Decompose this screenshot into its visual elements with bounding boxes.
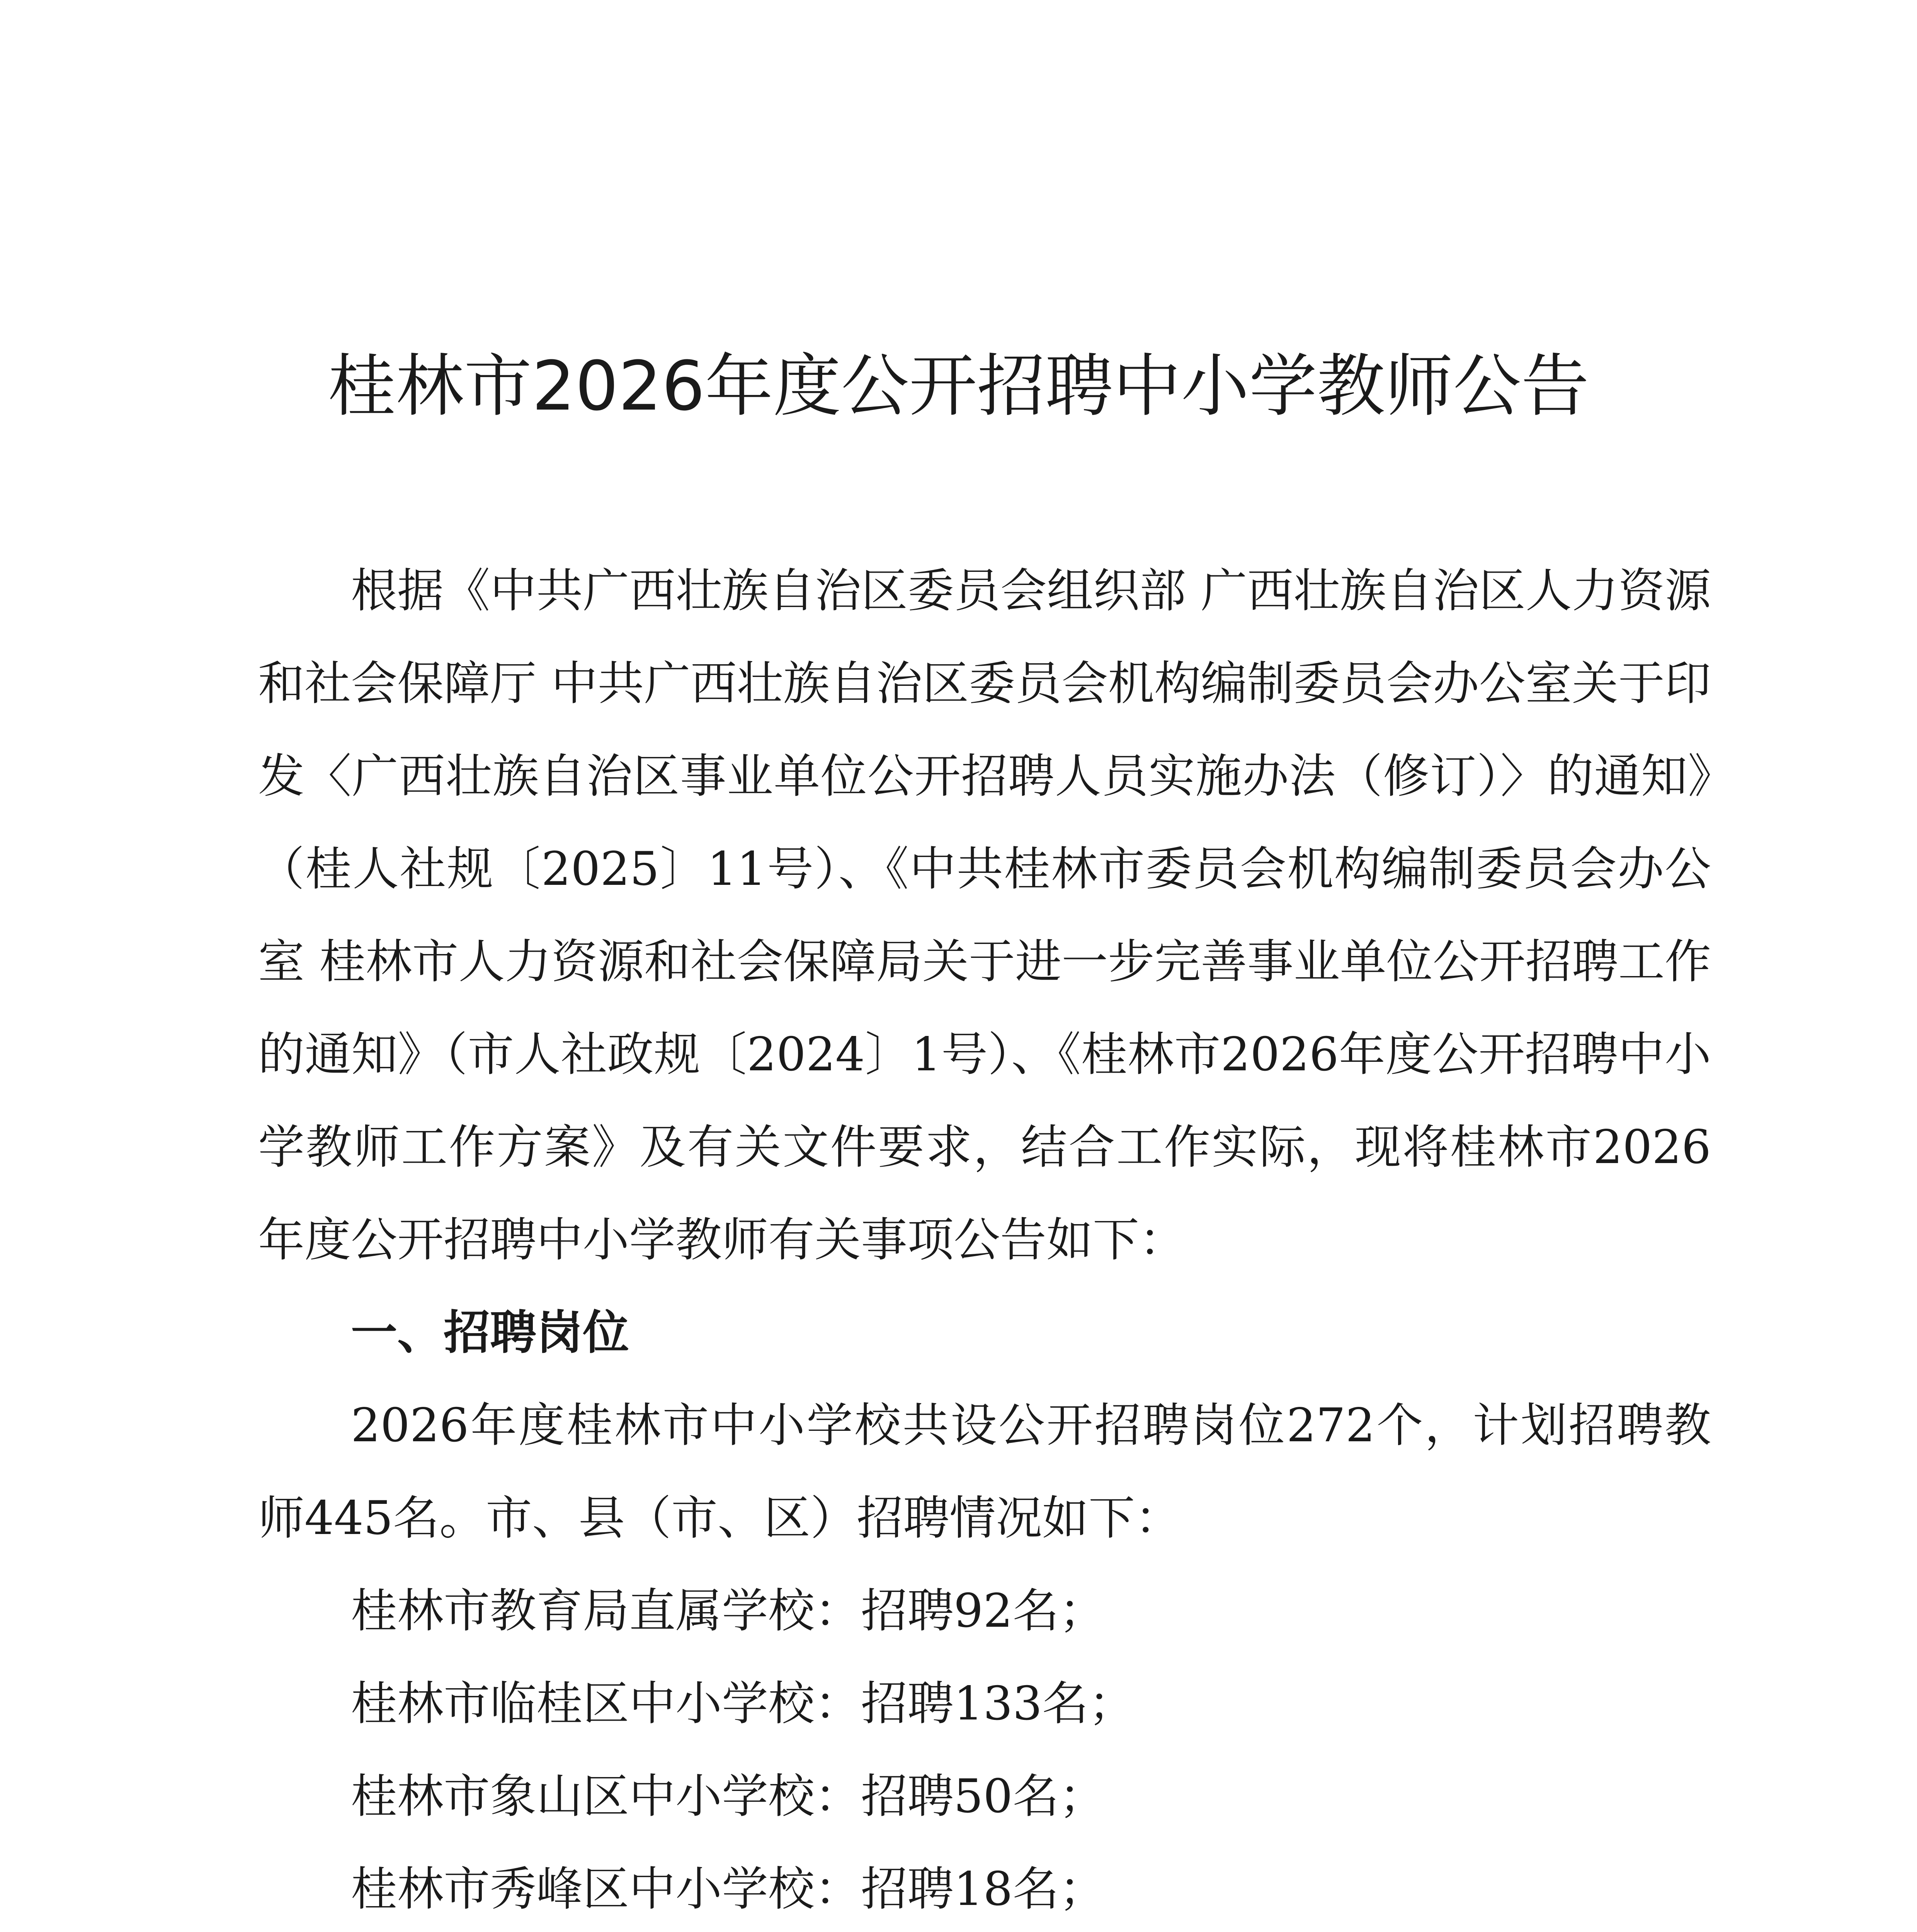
- intro-paragraph: 根据《中共广西壮族自治区委员会组织部 广西壮族自治区人力资源和社会保障厅 中共广西壮族自治区委员会机构编制委员会办公室关于印发〈广西壮族自治区事业单位公开招聘人员实施办法（修订）〉的通知》（桂人社规〔2025〕11号）、《中共桂林市委员会机构编制委员会办公室 桂林市人力资源和社会保障局关于进一步完善事业单位公开招聘工作的通知》（市人社政规〔2024〕1号）、《桂林市2026年度公开招聘中小学教师工作方案》及有关文件要求，结合工作实际，现将桂林市2026年度公开招聘中小学教师有关事项公告如下：: [258, 564, 1711, 1267]
- document-title: 桂林市2026年度公开招聘中小学教师公告: [328, 347, 1589, 426]
- recruitment-item: 桂林市教育局直属学校：招聘92名；: [351, 1584, 1106, 1638]
- recruitment-item: 桂林市秀峰区中小学校：招聘18名；: [351, 1862, 1106, 1916]
- recruitment-item: 桂林市象山区中小学校：招聘50名；: [351, 1770, 1106, 1823]
- document-body: [258, 545, 1711, 1932]
- recruitment-summary-paragraph: 2026年度桂林市中小学校共设公开招聘岗位272个，计划招聘教师445名。市、县（市、区）招聘情况如下：: [258, 1399, 1711, 1545]
- section-heading-recruitment-positions: 一、招聘岗位: [351, 1306, 629, 1360]
- recruitment-item: 桂林市临桂区中小学校：招聘133名；: [351, 1677, 1135, 1731]
